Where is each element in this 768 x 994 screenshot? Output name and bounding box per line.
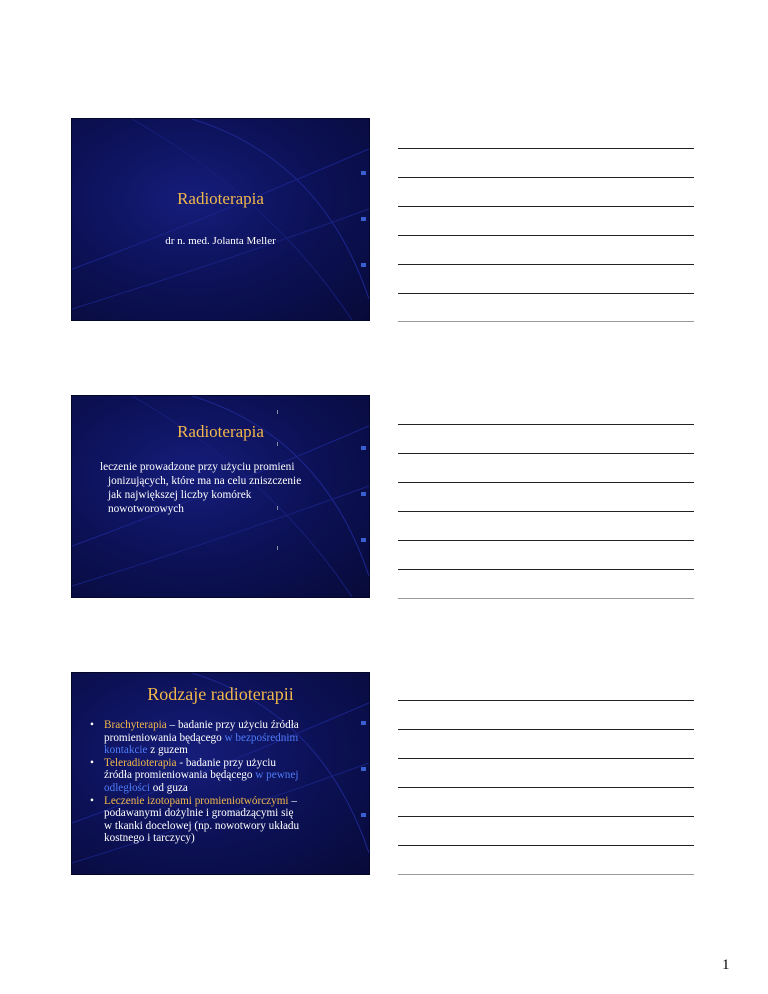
slide-2-title: Radioterapia <box>177 422 264 441</box>
slide-swoosh-decoration <box>72 119 369 320</box>
note-line <box>398 758 694 759</box>
note-line <box>398 540 694 541</box>
bullet-term: Leczenie izotopami promieniotwórczymi <box>104 794 289 807</box>
note-line <box>398 321 694 322</box>
slide-3-bullet-list <box>90 719 362 845</box>
note-line <box>398 598 694 599</box>
bullet-term: Brachyterapia <box>104 719 167 731</box>
note-line <box>398 816 694 817</box>
slide-2 <box>72 396 369 597</box>
slide-2-body-line: leczenie prowadzone przy użyciu promieni <box>100 461 295 473</box>
bullet-mark: • <box>90 719 94 731</box>
note-line <box>398 293 694 294</box>
bullet-term: Teleradioterapia <box>104 756 177 769</box>
note-line <box>398 787 694 788</box>
page-number: 1 <box>722 957 730 973</box>
bullet-teleradioterapia: • Teleradioterapia - badanie przy użyciu źródła promieniowania będącego w pewnej odległości od guza <box>90 756 299 794</box>
note-line <box>398 845 694 846</box>
bullet-leczenie-izotopami: • Leczenie izotopami promieniotwórczymi – podawanymi dożylnie i gromadzącymi się w tkanki docelowej (np. nowotwory układu kostnego i tarczycy) <box>90 794 300 845</box>
note-line <box>398 453 694 454</box>
note-line <box>398 177 694 178</box>
slide-2-body-line: nowotworowych <box>108 503 184 515</box>
slide-1-title: Radioterapia <box>177 189 264 208</box>
slide-2-body-line: jonizujących, które ma na celu zniszczenie <box>108 475 302 487</box>
slide-3 <box>72 673 369 874</box>
slide-2-body-line: jak największej liczby komórek <box>108 489 252 501</box>
note-line <box>398 264 694 265</box>
note-line <box>398 206 694 207</box>
bullet-mark: • <box>90 756 94 769</box>
note-line <box>398 148 694 149</box>
bullet-brachyterapia: • Brachyterapia – badanie przy użyciu źródła promieniowania będącego w bezpośrednim kontakcie z guzem <box>90 719 299 757</box>
bullet-mark: • <box>90 794 94 807</box>
note-line <box>398 424 694 425</box>
note-line <box>398 569 694 570</box>
note-line <box>398 482 694 483</box>
note-line <box>398 729 694 730</box>
note-line <box>398 235 694 236</box>
slide-3-title: Rodzaje radioterapii <box>147 684 294 704</box>
slide-2-body <box>100 460 360 516</box>
note-line <box>398 874 694 875</box>
note-line <box>398 700 694 701</box>
note-line <box>398 511 694 512</box>
slide-1 <box>72 119 369 320</box>
slide-1-subtitle: dr n. med. Jolanta Meller <box>165 235 276 247</box>
